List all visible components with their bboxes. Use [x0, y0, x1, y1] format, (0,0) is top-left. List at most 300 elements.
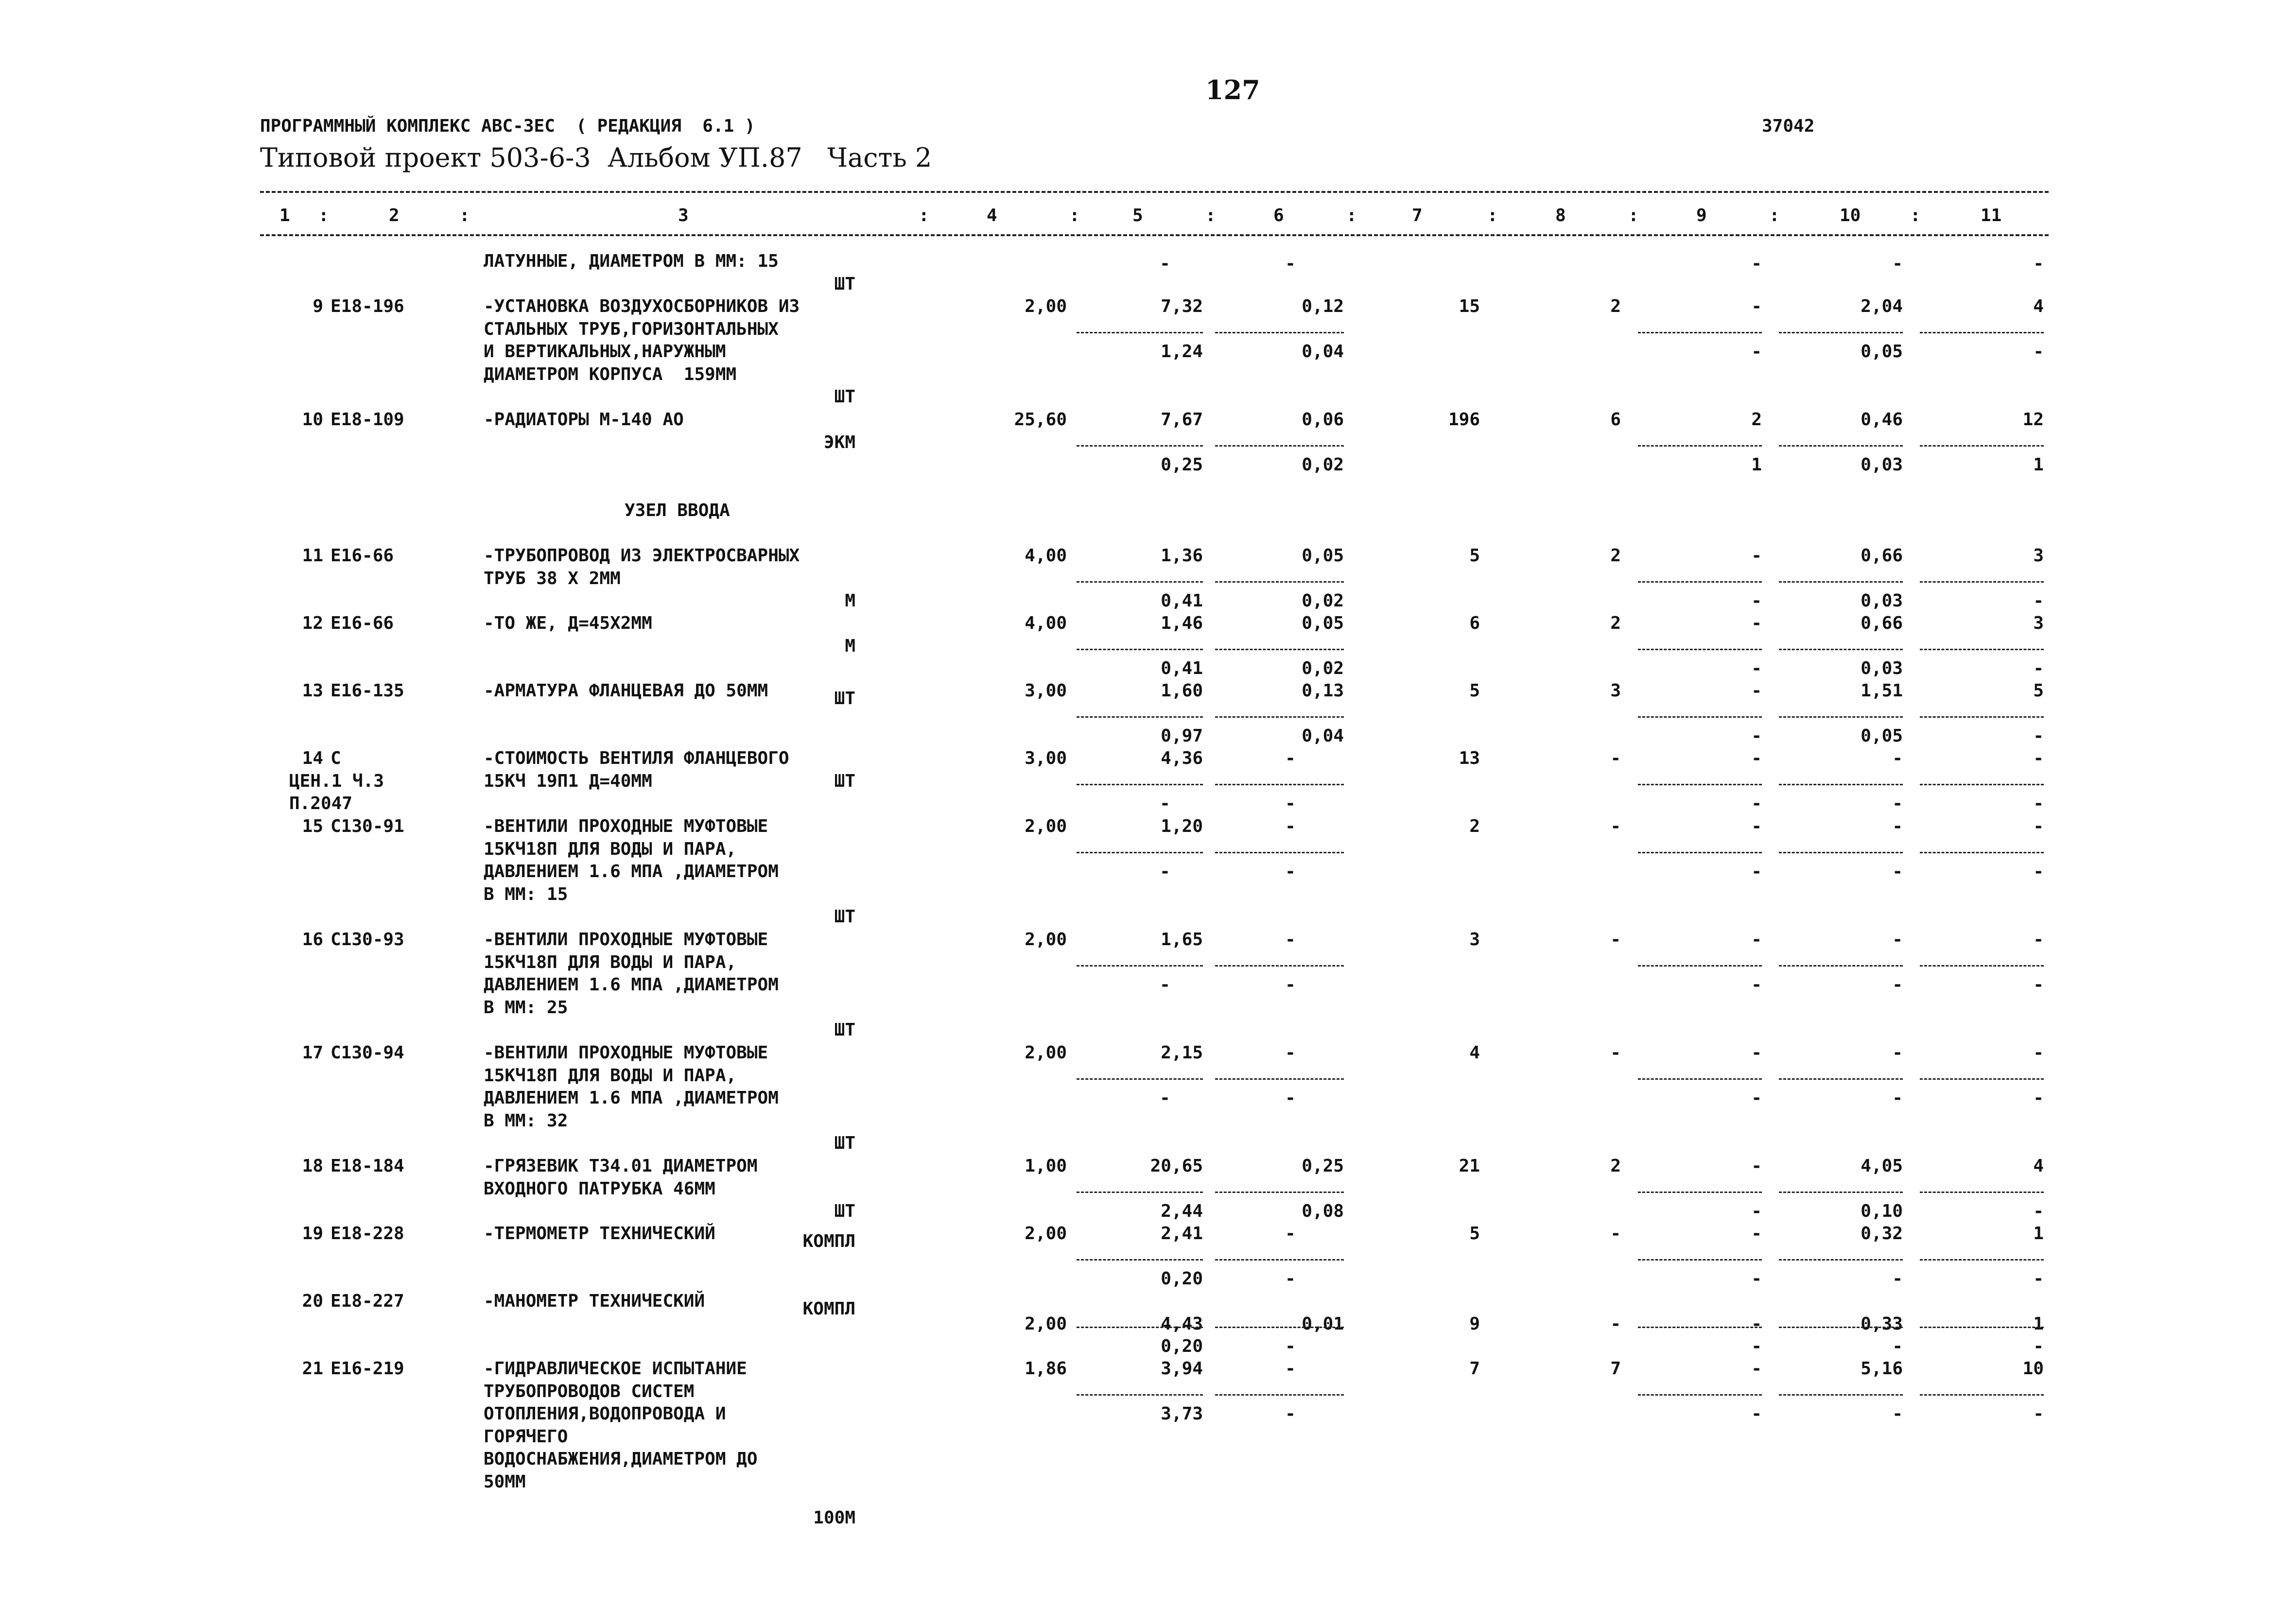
row-9-c11: 4	[2033, 296, 2044, 316]
row-9-description: -УСТАНОВКА ВОЗДУХОСБОРНИКОВ ИЗ	[484, 296, 800, 316]
row-20-unit: КОМПЛ	[802, 1299, 855, 1319]
row-19-c5: 2,41	[1161, 1224, 1203, 1244]
row-11-c11: -	[2033, 591, 2044, 611]
row-11-separator-c11	[1920, 581, 2044, 583]
column-header-9: 9	[1696, 206, 1707, 225]
column-separator: :	[318, 206, 329, 225]
row-14-number: 14	[302, 748, 323, 768]
row-18-qty: 1,00	[1025, 1156, 1067, 1176]
row-17-qty: 2,00	[1025, 1043, 1067, 1063]
project-title: Типовой проект 503-6-3 Альбом УП.87 Часть 2	[260, 142, 932, 173]
row-21-c11: 10	[2022, 1359, 2044, 1379]
row-11-c6: 0,05	[1302, 546, 1344, 566]
row-19-number: 19	[302, 1224, 323, 1244]
row-21-separator-c9	[1638, 1394, 1762, 1396]
row-14-qty: 3,00	[1025, 748, 1067, 768]
row-15-c9: -	[1751, 862, 1762, 881]
row-18-description: -ГРЯЗЕВИК Т34.01 ДИАМЕТРОМ	[484, 1156, 758, 1176]
row-14-unit: ШТ	[834, 771, 855, 791]
row-cont-unit: ШТ	[834, 274, 855, 294]
row-19-separator-c10	[1779, 1259, 1903, 1261]
row-9-c8: 2	[1610, 296, 1621, 316]
row-11-c5: 0,41	[1161, 591, 1203, 611]
row-16-separator-c6	[1215, 965, 1344, 967]
row-11-qty: 4,00	[1025, 546, 1067, 566]
row-12-c10: 0,03	[1861, 658, 1903, 678]
row-12-separator-c10	[1779, 649, 1903, 650]
row-15-separator-c5	[1077, 852, 1203, 853]
row-16-description: 15КЧ18П ДЛЯ ВОДЫ И ПАРА,	[484, 952, 737, 972]
row-14-separator-c11	[1920, 784, 2044, 785]
row-9-separator-c5	[1077, 332, 1203, 333]
page-number: 127	[1205, 74, 1260, 105]
row-15-separator-c9	[1638, 852, 1762, 853]
row-16-c5: -	[1160, 975, 1170, 995]
row-17-c11: -	[2033, 1088, 2044, 1108]
row-9-c10: 0,05	[1861, 342, 1903, 362]
row-11-c10: 0,66	[1861, 546, 1903, 566]
row-18-code: Е18-184	[330, 1156, 404, 1176]
row-15-separator-c6	[1215, 852, 1344, 853]
row-18-separator-c10	[1779, 1192, 1903, 1193]
row-20-separator-c9	[1638, 1327, 1762, 1328]
row-12-code: Е16-66	[330, 613, 394, 633]
row-12-c8: 2	[1610, 613, 1621, 633]
row-15-description: В ММ: 15	[484, 884, 568, 904]
row-21-c10: 5,16	[1861, 1359, 1903, 1379]
header-bottom-rule	[260, 234, 2049, 236]
column-separator: :	[459, 206, 470, 225]
row-10-separator-c10	[1779, 445, 1903, 447]
row-9-c6: 0,12	[1302, 296, 1344, 316]
row-16-code: С130-93	[330, 930, 404, 950]
row-15-c9: -	[1751, 816, 1762, 836]
row-10-separator-c11	[1920, 445, 2044, 447]
column-separator: :	[1346, 206, 1357, 225]
row-10-c9: 1	[1751, 455, 1762, 475]
row-9-c11: -	[2033, 342, 2044, 362]
row-18-c7: 21	[1459, 1156, 1480, 1176]
row-9-c6: 0,04	[1302, 342, 1344, 362]
row-13-separator-c6	[1215, 716, 1344, 718]
row-13-c9: -	[1751, 726, 1762, 746]
row-15-c10: -	[1892, 816, 1903, 836]
row-13-c11: -	[2033, 726, 2044, 746]
row-14-code-extra: П.2047	[289, 794, 353, 813]
row-16-c8: -	[1610, 930, 1621, 950]
row-13-code: Е16-135	[330, 681, 404, 701]
row-14-c10: -	[1892, 748, 1903, 768]
row-20-c10: -	[1892, 1336, 1903, 1356]
row-18-c5: 2,44	[1161, 1201, 1203, 1221]
row-15-description: -ВЕНТИЛИ ПРОХОДНЫЕ МУФТОВЫЕ	[484, 816, 768, 836]
row-11-c6: 0,02	[1302, 591, 1344, 611]
row-16-separator-c9	[1638, 965, 1762, 967]
column-header-7: 7	[1412, 206, 1423, 225]
row-10-c5: 0,25	[1161, 455, 1203, 475]
row-14-separator-c9	[1638, 784, 1762, 785]
row-21-separator-c10	[1779, 1394, 1903, 1396]
row-21-c7: 7	[1469, 1359, 1480, 1379]
row-19-c11: -	[2033, 1269, 2044, 1289]
document-code: 37042	[1762, 116, 1815, 136]
row-16-separator-c11	[1920, 965, 2044, 967]
row-11-c8: 2	[1610, 546, 1621, 566]
row-cont-c6: -	[1285, 253, 1296, 274]
row-20-separator-c11	[1920, 1327, 2044, 1328]
row-9-description: И ВЕРТИКАЛЬНЫХ,НАРУЖНЫМ	[484, 342, 726, 362]
row-9-separator-c9	[1638, 332, 1762, 333]
column-separator: :	[1069, 206, 1080, 225]
row-15-c6: -	[1285, 816, 1296, 836]
row-18-c5: 20,65	[1150, 1156, 1203, 1176]
row-18-separator-c6	[1215, 1192, 1344, 1193]
row-10-separator-c5	[1077, 445, 1203, 447]
row-10-separator-c6	[1215, 445, 1344, 447]
column-separator: :	[919, 206, 929, 225]
row-19-description: -ТЕРМОМЕТР ТЕХНИЧЕСКИЙ	[484, 1224, 715, 1244]
row-17-separator-c5	[1077, 1078, 1203, 1080]
row-19-c10: -	[1892, 1269, 1903, 1289]
row-17-c10: -	[1892, 1043, 1903, 1063]
row-16-c11: -	[2033, 975, 2044, 995]
row-14-c8: -	[1610, 748, 1621, 768]
row-21-qty: 1,86	[1025, 1359, 1067, 1379]
row-16-c10: -	[1892, 975, 1903, 995]
row-18-c6: 0,08	[1302, 1201, 1344, 1221]
row-9-description: СТАЛЬНЫХ ТРУБ,ГОРИЗОНТАЛЬНЫХ	[484, 319, 779, 339]
row-19-separator-c5	[1077, 1259, 1203, 1261]
row-21-c6: -	[1285, 1404, 1296, 1424]
row-21-code: Е16-219	[330, 1359, 404, 1379]
row-9-description: ДИАМЕТРОМ КОРПУСА 159ММ	[484, 364, 737, 384]
row-19-c9: -	[1751, 1224, 1762, 1244]
row-cont-c9: -	[1751, 253, 1762, 274]
row-11-separator-c9	[1638, 581, 1762, 583]
row-16-description: -ВЕНТИЛИ ПРОХОДНЫЕ МУФТОВЫЕ	[484, 930, 768, 950]
row-21-c10: -	[1892, 1404, 1903, 1424]
row-14-separator-c5	[1077, 784, 1203, 785]
row-18-c9: -	[1751, 1201, 1762, 1221]
row-21-number: 21	[302, 1359, 323, 1379]
row-20-separator-c6	[1215, 1327, 1344, 1328]
row-11-unit: М	[845, 591, 855, 611]
row-16-c7: 3	[1469, 930, 1480, 950]
row-21-c9: -	[1751, 1404, 1762, 1424]
column-header-8: 8	[1555, 206, 1566, 225]
row-cont-c11: -	[2033, 253, 2044, 274]
row-10-c5: 7,67	[1161, 410, 1203, 430]
row-18-separator-c11	[1920, 1192, 2044, 1193]
row-19-code: Е18-228	[330, 1224, 404, 1244]
row-11-c9: -	[1751, 546, 1762, 566]
row-17-separator-c9	[1638, 1078, 1762, 1080]
row-20-c11: -	[2033, 1336, 2044, 1356]
row-18-c6: 0,25	[1302, 1156, 1344, 1176]
column-header-10: 10	[1840, 206, 1861, 225]
row-16-c6: -	[1285, 975, 1296, 995]
row-15-c7: 2	[1469, 816, 1480, 836]
row-18-c9: -	[1751, 1156, 1762, 1176]
column-header-2: 2	[389, 206, 400, 225]
row-19-c9: -	[1751, 1269, 1762, 1289]
row-20-number: 20	[302, 1291, 323, 1311]
row-12-c10: 0,66	[1861, 613, 1903, 633]
row-13-qty: 3,00	[1025, 681, 1067, 701]
row-10-c9: 2	[1751, 410, 1762, 430]
column-separator: :	[1910, 206, 1921, 225]
row-12-qty: 4,00	[1025, 613, 1067, 633]
row-16-c6: -	[1285, 930, 1296, 950]
row-13-c10: 1,51	[1861, 681, 1903, 701]
row-18-separator-c9	[1638, 1192, 1762, 1193]
row-13-separator-c9	[1638, 716, 1762, 718]
row-11-description: ТРУБ 38 Х 2ММ	[484, 568, 621, 588]
row-10-qty: 25,60	[1014, 410, 1067, 430]
row-11-code: Е16-66	[330, 546, 394, 566]
column-separator: :	[1205, 206, 1216, 225]
row-12-c5: 1,46	[1161, 613, 1203, 633]
row-20-c9: -	[1751, 1336, 1762, 1356]
row-cont-c5: -	[1160, 253, 1170, 274]
row-17-c6: -	[1285, 1043, 1296, 1063]
column-separator: :	[1487, 206, 1498, 225]
row-12-c6: 0,02	[1302, 658, 1344, 678]
row-12-separator-c5	[1077, 649, 1203, 650]
row-12-c11: -	[2033, 658, 2044, 678]
row-21-c11: -	[2033, 1404, 2044, 1424]
row-13-c8: 3	[1610, 681, 1621, 701]
row-17-c9: -	[1751, 1088, 1762, 1108]
row-15-c11: -	[2033, 816, 2044, 836]
row-9-separator-c6	[1215, 332, 1344, 333]
row-11-c9: -	[1751, 591, 1762, 611]
row-9-code: Е18-196	[330, 296, 404, 316]
row-14-c9: -	[1751, 748, 1762, 768]
row-13-c6: 0,13	[1302, 681, 1344, 701]
row-15-code: С130-91	[330, 816, 404, 836]
row-19-c11: 1	[2033, 1224, 2044, 1244]
row-20-separator-c10	[1779, 1327, 1903, 1328]
row-17-separator-c11	[1920, 1078, 2044, 1080]
row-11-separator-c10	[1779, 581, 1903, 583]
row-11-separator-c6	[1215, 581, 1344, 583]
row-9-qty: 2,00	[1025, 296, 1067, 316]
row-20-c11: 1	[2033, 1313, 2044, 1334]
row-15-c6: -	[1285, 862, 1296, 881]
row-13-c5: 1,60	[1161, 681, 1203, 701]
row-12-c6: 0,05	[1302, 613, 1344, 633]
row-16-separator-c10	[1779, 965, 1903, 967]
row-15-unit: ШТ	[834, 907, 855, 927]
row-11-number: 11	[302, 546, 323, 566]
row-21-separator-c6	[1215, 1394, 1344, 1396]
row-17-c9: -	[1751, 1043, 1762, 1063]
row-19-qty: 2,00	[1025, 1224, 1067, 1244]
row-19-separator-c9	[1638, 1259, 1762, 1261]
row-19-c6: -	[1285, 1269, 1296, 1289]
row-19-c5: 0,20	[1161, 1269, 1203, 1289]
row-12-c9: -	[1751, 658, 1762, 678]
row-12-c11: 3	[2033, 613, 2044, 633]
row-17-separator-c10	[1779, 1078, 1903, 1080]
row-17-unit: ШТ	[834, 1133, 855, 1153]
row-21-description: ГОРЯЧЕГО	[484, 1426, 568, 1447]
row-14-c11: -	[2033, 748, 2044, 768]
row-18-c10: 4,05	[1861, 1156, 1903, 1176]
row-21-c5: 3,73	[1161, 1404, 1203, 1424]
row-17-description: 15КЧ18П ДЛЯ ВОДЫ И ПАРА,	[484, 1065, 737, 1086]
row-21-c8: 7	[1610, 1359, 1621, 1379]
row-13-number: 13	[302, 681, 323, 701]
row-15-c5: -	[1160, 862, 1170, 881]
row-13-unit: ШТ	[834, 689, 855, 709]
row-14-separator-c6	[1215, 784, 1344, 785]
row-20-description: -МАНОМЕТР ТЕХНИЧЕСКИЙ	[484, 1291, 705, 1311]
row-17-code: С130-94	[330, 1043, 404, 1063]
row-16-separator-c5	[1077, 965, 1203, 967]
row-17-c5: 2,15	[1161, 1043, 1203, 1063]
row-16-c9: -	[1751, 975, 1762, 995]
row-16-c9: -	[1751, 930, 1762, 950]
row-21-description: 50ММ	[484, 1471, 526, 1492]
row-10-separator-c9	[1638, 445, 1762, 447]
row-14-c5: -	[1160, 794, 1170, 813]
row-9-unit: ШТ	[834, 387, 855, 407]
row-21-description: ВОДОСНАБЖЕНИЯ,ДИАМЕТРОМ ДО	[484, 1449, 758, 1469]
row-19-c7: 5	[1469, 1224, 1480, 1244]
column-header-4: 4	[987, 206, 997, 225]
row-14-description: -СТОИМОСТЬ ВЕНТИЛЯ ФЛАНЦЕВОГО	[484, 748, 789, 768]
column-header-5: 5	[1132, 206, 1143, 225]
row-9-c5: 1,24	[1161, 342, 1203, 362]
row-20-c6: -	[1285, 1336, 1296, 1356]
row-20-qty: 2,00	[1025, 1313, 1067, 1334]
row-14-c7: 13	[1459, 748, 1480, 768]
row-9-c9: -	[1751, 296, 1762, 316]
row-20-c8: -	[1610, 1313, 1621, 1334]
row-13-description: -АРМАТУРА ФЛАНЦЕВАЯ ДО 50ММ	[484, 681, 768, 701]
row-9-c7: 15	[1459, 296, 1480, 316]
row-14-c11: -	[2033, 794, 2044, 813]
row-20-code: Е18-227	[330, 1291, 404, 1311]
row-17-c5: -	[1160, 1088, 1170, 1108]
row-18-c8: 2	[1610, 1156, 1621, 1176]
row-21-description: -ГИДРАВЛИЧЕСКОЕ ИСПЫТАНИЕ	[484, 1359, 747, 1379]
row-17-c10: -	[1892, 1088, 1903, 1108]
row-12-separator-c11	[1920, 649, 2044, 650]
column-separator: :	[1769, 206, 1780, 225]
row-15-c10: -	[1892, 862, 1903, 881]
row-14-c9: -	[1751, 794, 1762, 813]
row-13-c11: 5	[2033, 681, 2044, 701]
row-9-c10: 2,04	[1861, 296, 1903, 316]
row-19-c6: -	[1285, 1224, 1296, 1244]
row-18-c10: 0,10	[1861, 1201, 1903, 1221]
row-18-c11: 4	[2033, 1156, 2044, 1176]
row-17-description: -ВЕНТИЛИ ПРОХОДНЫЕ МУФТОВЫЕ	[484, 1043, 768, 1063]
row-17-number: 17	[302, 1043, 323, 1063]
program-header: ПРОГРАММНЫЙ КОМПЛЕКС АВС-ЗЕС ( РЕДАКЦИЯ 6.1 )	[260, 116, 755, 136]
row-21-unit: 100М	[813, 1507, 855, 1528]
row-10-c6: 0,06	[1302, 410, 1344, 430]
row-13-c7: 5	[1469, 681, 1480, 701]
row-16-c10: -	[1892, 930, 1903, 950]
row-19-unit: КОМПЛ	[802, 1231, 855, 1252]
row-17-separator-c6	[1215, 1078, 1344, 1080]
row-11-c7: 5	[1469, 546, 1480, 566]
row-20-c6: 0,01	[1302, 1313, 1344, 1334]
row-15-qty: 2,00	[1025, 816, 1067, 836]
row-15-separator-c10	[1779, 852, 1903, 853]
row-cont-c10: -	[1892, 253, 1903, 274]
row-13-separator-c11	[1920, 716, 2044, 718]
row-19-separator-c11	[1920, 1259, 2044, 1261]
column-header-6: 6	[1273, 206, 1284, 225]
row-15-c11: -	[2033, 862, 2044, 881]
row-10-c7: 196	[1448, 410, 1480, 430]
row-10-c6: 0,02	[1302, 455, 1344, 475]
row-21-c6: -	[1285, 1359, 1296, 1379]
row-13-separator-c10	[1779, 716, 1903, 718]
row-12-number: 12	[302, 613, 323, 633]
row-14-c6: -	[1285, 794, 1296, 813]
row-20-c10: 0,33	[1861, 1313, 1903, 1334]
row-15-separator-c11	[1920, 852, 2044, 853]
row-10-description: -РАДИАТОРЫ М-140 АО	[484, 410, 684, 430]
row-11-c5: 1,36	[1161, 546, 1203, 566]
row-17-c6: -	[1285, 1088, 1296, 1108]
row-13-c5: 0,97	[1161, 726, 1203, 746]
section-title: УЗЕЛ ВВОДА	[625, 501, 730, 520]
row-13-c6: 0,04	[1302, 726, 1344, 746]
row-10-code: Е18-109	[330, 410, 404, 430]
row-14-separator-c10	[1779, 784, 1903, 785]
row-14-c6: -	[1285, 748, 1296, 768]
row-17-description: ДАВЛЕНИЕМ 1.6 МПА ,ДИАМЕТРОМ	[484, 1088, 779, 1108]
row-17-c11: -	[2033, 1043, 2044, 1063]
row-16-description: ДАВЛЕНИЕМ 1.6 МПА ,ДИАМЕТРОМ	[484, 975, 779, 995]
row-9-separator-c10	[1779, 332, 1903, 333]
row-15-c5: 1,20	[1161, 816, 1203, 836]
row-16-c11: -	[2033, 930, 2044, 950]
row-16-unit: ШТ	[834, 1020, 855, 1040]
row-14-c5: 4,36	[1161, 748, 1203, 768]
row-21-c9: -	[1751, 1359, 1762, 1379]
column-header-3: 3	[678, 206, 689, 225]
row-12-c9: -	[1751, 613, 1762, 633]
row-19-separator-c6	[1215, 1259, 1344, 1261]
row-10-c8: 6	[1610, 410, 1621, 430]
column-header-11: 11	[1981, 206, 2002, 225]
row-15-description: 15КЧ18П ДЛЯ ВОДЫ И ПАРА,	[484, 839, 737, 859]
row-18-description: ВХОДНОГО ПАТРУБКА 46ММ	[484, 1178, 715, 1199]
row-15-c8: -	[1610, 816, 1621, 836]
row-14-c10: -	[1892, 794, 1903, 813]
row-9-number: 9	[313, 296, 323, 316]
row-15-number: 15	[302, 816, 323, 836]
row-19-c8: -	[1610, 1224, 1621, 1244]
row-20-c9: -	[1751, 1313, 1762, 1334]
row-16-number: 16	[302, 930, 323, 950]
row-13-separator-c5	[1077, 716, 1203, 718]
row-9-c9: -	[1751, 342, 1762, 362]
row-10-number: 10	[302, 410, 323, 430]
row-14-code-extra: ЦЕН.1 Ч.3	[289, 771, 384, 791]
top-rule	[260, 191, 2049, 193]
row-18-separator-c5	[1077, 1192, 1203, 1193]
row-13-c9: -	[1751, 681, 1762, 701]
